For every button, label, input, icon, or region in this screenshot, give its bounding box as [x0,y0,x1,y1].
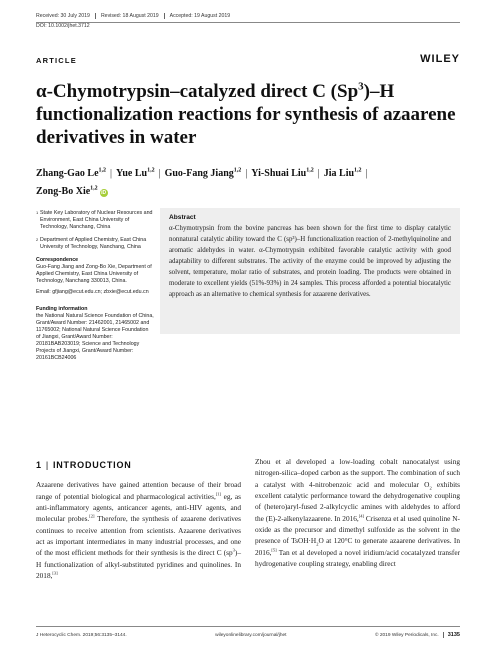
funding-heading: Funding information [36,306,88,312]
article-title [36,80,466,149]
correspondence-text: Guo-Fang Jiang and Zong-Bo Xie, Department of Applied Chemistry, East China University of Technology, Nanchang 330013, China. [36,264,152,284]
affiliation-1: 1 State Key Laboratory of Nuclear Resources and Environment, East China University of Technology, Nanchang, China [36,210,153,230]
author[interactable]: Zhang-Gao Le$^{1,2}$ [36,167,107,179]
revised-date: Revised: 18 August 2019 [100,13,159,19]
title-line-2: functionalization reactions for synthesis of azaarene [36,104,456,125]
journal-citation: J Heterocyclic Chem. 2019;56:3135–3144. [36,632,127,638]
article-history [36,13,460,29]
abstract-box [160,208,460,334]
page-footer [36,632,460,638]
citation[interactable]: [3] [52,570,58,576]
title-line-1: α-Chymotrypsin–catalyzed direct C (Sp [36,81,359,102]
correspondence-email[interactable]: Email: gfjiang@ecut.edu.cn; zbxie@ecut.edu.cn [36,289,149,295]
author-separator: | [158,168,161,179]
citation[interactable]: [2] [89,513,95,519]
header-divider [36,22,460,23]
journal-url[interactable]: wileyonlinelibrary.com/journal/jhet [215,632,287,638]
date-divider [95,13,96,19]
author[interactable]: Guo-Fang Jiang$^{1,2}$ [164,167,242,179]
article-type-label: ARTICLE [36,56,77,65]
citation[interactable]: [5] [271,547,277,553]
article-info-sidebar [36,210,154,366]
author-separator: | [245,168,248,179]
section-heading: 1 | INTRODUCTION [36,460,132,470]
footer-divider-mark [443,632,444,638]
correspondence-heading: Correspondence [36,257,79,263]
copyright: © 2019 Wiley Periodicals, Inc. [374,632,439,638]
footer-divider [36,626,460,627]
title-line-1-end: )–H [363,81,395,102]
title-line-3: derivatives in water [36,127,197,148]
body-column-left [36,458,241,581]
author[interactable]: Zong-Bo Xie$^{1,2}$ [36,185,98,197]
author[interactable]: Yi-Shuai Liu$^{1,2}$ [251,167,314,179]
orcid-icon[interactable]: iD [101,190,107,196]
author[interactable]: Yue Lu$^{1,2}$ [116,167,155,179]
author[interactable]: Jia Liu$^{1,2}$ [323,167,362,179]
funding-text: the National Natural Science Foundation of China, Grant/Award Number: 21462001, 21465002 and 11765002; National Natural Science Foundation of Jiangxi, Grant/Award Number: 20181BAB203019; Science and Technology Projects of Jiangxi, Grant/Award Number: 20161BCB24006 [36,313,154,361]
intro-paragraph: Azaarene derivatives have gained attention because of their broad range of potential biological and pharmacological activities,[1] eg, as anti-inflammatory agents, anticancer agents, anti-HIV agents, and molecular probes.[2] Therefore, the synthesis of azaarene derivatives continues to receive attention from scientists. Azaarene derivatives act as important intermediates in many industrial processes, and one of the most efficient methods for their synthesis is the direct C $(sp^3)-H$ functionalization of alkyl-substituted pyridines and quinolines. In 2018,[3] [36,480,241,581]
abstract-heading: Abstract [169,214,196,221]
citation[interactable]: [1] [215,491,222,497]
citation[interactable]: [4] [358,513,364,519]
received-date: Received: 30 July 2019 [36,13,90,19]
accepted-date: Accepted: 19 August 2019 [169,13,231,19]
publisher-logo: WILEY [420,53,460,65]
author-list [36,165,466,201]
title-superscript: 3 [358,80,364,93]
author-separator: | [365,168,368,179]
date-divider [164,13,165,19]
doi-link[interactable]: DOI: 10.1002/jhet.3712 [36,23,90,29]
author-separator: | [317,168,320,179]
page-number: 3135 [447,632,460,638]
abstract-text: α-Chymotrypsin from the bovine pancreas has been shown for the first time to display catalytic nonnatural catalytic ability toward the C (sp³)–H functionalization reaction of 2-methylquinoline and aromatic aldehydes in water. α-Chymotrypsin exhibited favorable catalytic activity with good adaptability to different substrates. The activity of the enzyme could be improved by adjusting the solvent, temperature, molar ratio of substrates, and protein loading. The products were obtained in moderate to excellent yields (51%-93%) in 24 samples. This process afforded a potential biocatalytic approach as an alternative to chemical synthesis for azaarene derivatives. [169,225,451,298]
affiliation-2: 2 Department of Applied Chemistry, East China University of Technology, Nanchang, China [36,237,147,250]
dates-row [36,13,460,19]
body-column-right [255,456,460,569]
author-separator: | [110,168,113,179]
intro-paragraph-continued: Zhou et al developed a low-loading cobalt nanocatalyst using nitrogen-silica–doped carbon as the support. The combination of such a catalyst with 4-nitrobenzoic acid and molecular $O_2$ exhibits excellent catalytic performance toward the dehydrogenative coupling of (hetero)aryl-fused 2-alkylcyclic amines with aldehydes to afford the (E)-2-alkenylazaarene. In 2016,[4] Crisenza et al used quinoline N-oxide as the precursor and dimethyl sulfoxide as the solvent in the presence of $TsOH\cdot H_2O$ at 120°C to generate azaarene derivatives. In 2016,[5] Tan et al developed a novel iridium/acid cocatalyzed transfer hydrogenative coupling strategy, enabling direct [255,457,460,569]
